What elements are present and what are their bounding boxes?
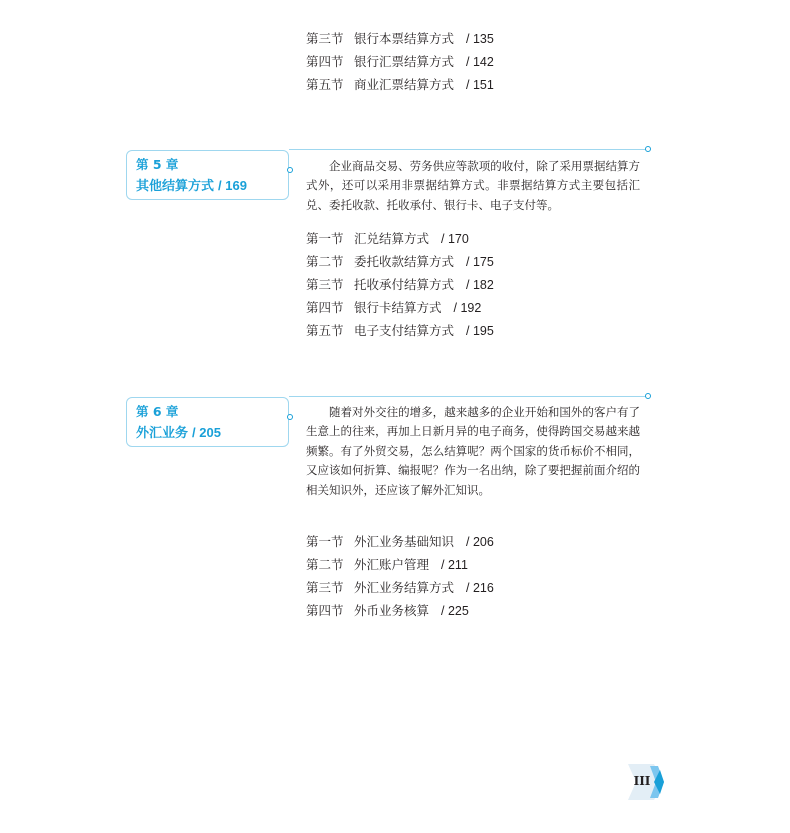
toc-row[interactable]	[306, 273, 494, 296]
section-title: 外汇业务结算方式	[354, 580, 455, 595]
section-title: 银行卡结算方式	[354, 300, 442, 315]
section-number: 第一节	[306, 231, 344, 246]
section-page: / 206	[466, 535, 494, 549]
chapter5-rule	[289, 149, 647, 150]
chapter-number: 第 5 章	[136, 157, 179, 172]
chapter5-box-dot	[287, 167, 293, 173]
toc-row[interactable]	[306, 576, 494, 599]
section-page: / 216	[466, 581, 494, 595]
chapter6-description: 随着对外交往的增多，越来越多的企业开始和国外的客户有了生意上的往来，再加上日新月异的电子商务，使得跨国交易越来越频繁。有了外贸交易，怎么结算呢？两个国家的货币标价不相同，又应该如何折算、编报呢？作为一名出纳，除了要把握前面介绍的相关知识外，还应该了解外汇知识。	[306, 405, 640, 497]
toc-row[interactable]	[306, 296, 494, 319]
section-title: 外汇业务基础知识	[354, 534, 455, 549]
section-number: 第五节	[306, 77, 344, 92]
toc-row[interactable]	[306, 73, 494, 96]
toc-chapter5-sections	[306, 227, 494, 342]
section-title: 汇兑结算方式	[354, 231, 430, 246]
section-number: 第五节	[306, 323, 344, 338]
section-title: 银行本票结算方式	[354, 31, 455, 46]
section-title: 电子支付结算方式	[354, 323, 455, 338]
section-page: / 211	[441, 558, 468, 572]
section-page: / 142	[466, 55, 494, 69]
section-number: 第三节	[306, 31, 344, 46]
section-page: / 135	[466, 32, 494, 46]
chapter6-rule-dot	[645, 393, 651, 399]
section-number: 第一节	[306, 534, 344, 549]
section-title: 委托收款结算方式	[354, 254, 455, 269]
section-page: / 175	[466, 255, 494, 269]
toc-row[interactable]	[306, 599, 494, 622]
chapter-page: / 205	[192, 425, 221, 440]
toc-row[interactable]	[306, 50, 494, 73]
chapter-number: 第 6 章	[136, 404, 179, 419]
section-page: / 170	[441, 232, 469, 246]
toc-row[interactable]	[306, 553, 494, 576]
chapter-title: 外汇业务	[136, 426, 189, 441]
toc-row[interactable]	[306, 227, 494, 250]
toc-row[interactable]	[306, 530, 494, 553]
toc-row[interactable]	[306, 27, 494, 50]
toc-prev-chapter-sections	[306, 27, 494, 96]
section-number: 第四节	[306, 300, 344, 315]
section-page: / 192	[453, 301, 482, 315]
section-number: 第三节	[306, 277, 344, 292]
chapter-title: 其他结算方式	[136, 179, 215, 194]
section-page: / 195	[466, 324, 494, 338]
page-number: III	[633, 774, 651, 788]
section-page: / 225	[441, 604, 469, 618]
chapter6-heading-box[interactable]	[126, 397, 289, 447]
section-number: 第四节	[306, 54, 344, 69]
chapter5-heading-box[interactable]	[126, 150, 289, 200]
section-title: 托收承付结算方式	[354, 277, 455, 292]
toc-chapter6-sections	[306, 530, 494, 622]
section-title: 银行汇票结算方式	[354, 54, 455, 69]
section-title: 外汇账户管理	[354, 557, 430, 572]
section-number: 第二节	[306, 254, 344, 269]
chapter-page: / 169	[218, 178, 247, 193]
chapter6-rule	[289, 396, 647, 397]
chapter5-description: 企业商品交易、劳务供应等款项的收付，除了采用票据结算方式外，还可以采用非票据结算方式。非票据结算方式主要包括汇兑、委托收款、托收承付、银行卡、电子支付等。	[306, 159, 640, 212]
toc-row[interactable]	[306, 250, 494, 273]
section-page: / 151	[466, 78, 494, 92]
toc-row[interactable]	[306, 319, 494, 342]
section-number: 第二节	[306, 557, 344, 572]
section-title: 外币业务核算	[354, 603, 430, 618]
section-page: / 182	[466, 278, 494, 292]
chapter6-box-dot	[287, 414, 293, 420]
chapter5-rule-dot	[645, 146, 651, 152]
section-title: 商业汇票结算方式	[354, 77, 455, 92]
section-number: 第三节	[306, 580, 344, 595]
section-number: 第四节	[306, 603, 344, 618]
